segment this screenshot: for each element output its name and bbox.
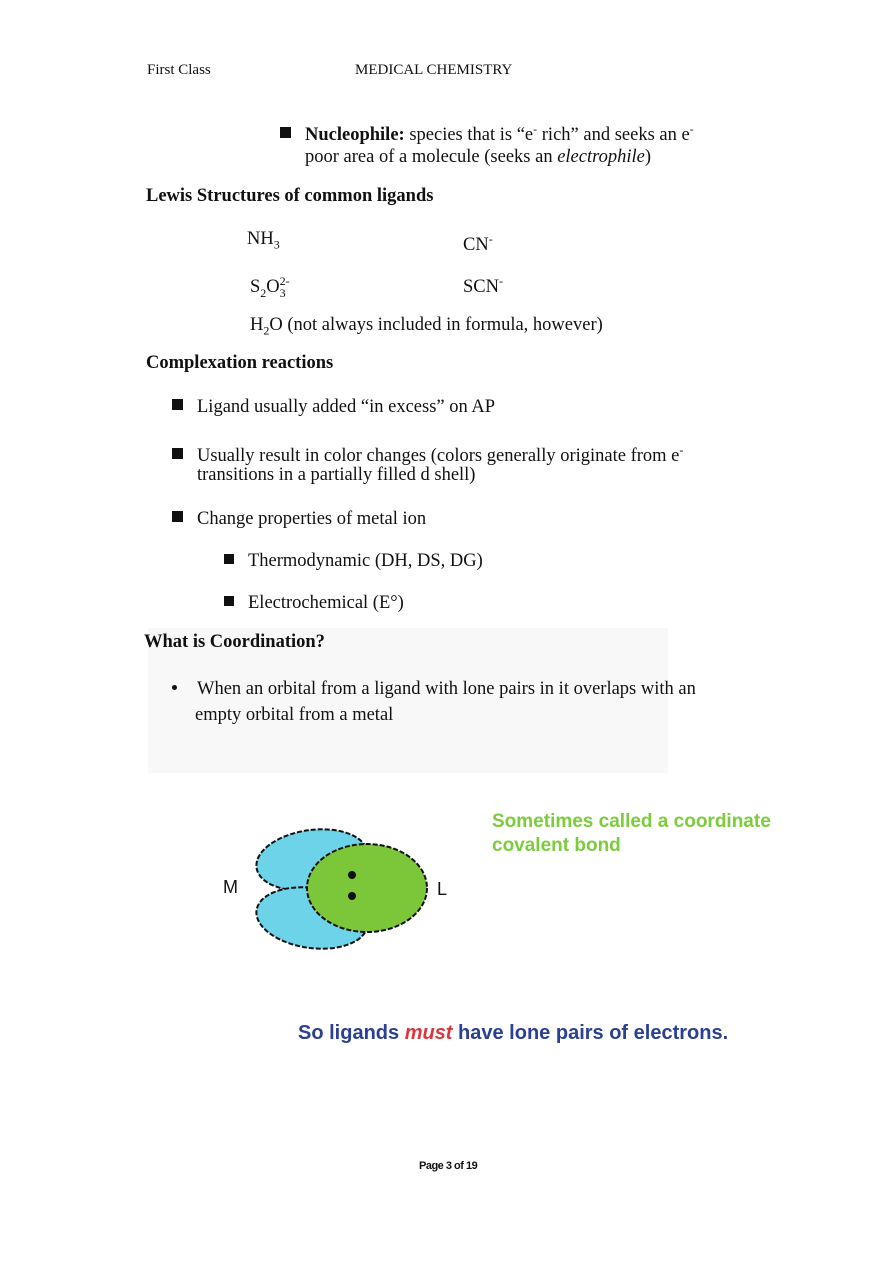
ligand-nh3: $NH_3$ <box>247 229 280 252</box>
page-number: Page 3 of 19 <box>419 1160 478 1172</box>
header-left: First Class <box>147 62 211 78</box>
conclusion-emphasis: must <box>404 1022 453 1044</box>
lewis-heading: Lewis Structures of common ligands <box>146 186 434 206</box>
square-bullet-icon <box>224 554 234 564</box>
complexation-subbullet-2: Electrochemical (E°) <box>224 590 404 617</box>
nucleophile-term: Nucleophile: <box>305 125 405 146</box>
complexation-bullet-2: Usually result in color changes (colors generally originate from e- <box>172 437 683 470</box>
diagram-caption-line2: covalent bond <box>492 835 621 856</box>
ligand-label: L <box>437 879 448 899</box>
complexation-heading: Complexation reactions <box>146 353 334 373</box>
ligand-orbital <box>307 844 427 932</box>
orbital-overlap-diagram <box>250 820 440 955</box>
coordination-bullet: When an orbital from a ligand with lone pairs in it overlaps with an <box>172 676 696 703</box>
square-bullet-icon <box>172 511 183 522</box>
conclusion-part-b: have lone pairs of electrons. <box>452 1022 729 1044</box>
complexation-bullet-1: Ligand usually added “in excess” on AP <box>172 394 495 421</box>
square-bullet-icon <box>172 399 183 410</box>
ligand-scn: SCN- <box>463 274 503 298</box>
nucleophile-line2: poor area of a molecule (seeks an electrophile) <box>305 147 652 167</box>
metal-label: M <box>223 877 238 897</box>
square-bullet-icon <box>172 448 183 459</box>
square-bullet-icon <box>224 596 234 606</box>
round-bullet-icon <box>172 685 177 690</box>
conclusion-part-a: So ligands <box>298 1022 405 1044</box>
coordination-bullet-cont: empty orbital from a metal <box>195 705 394 725</box>
lone-pair-electron-icon <box>348 892 356 900</box>
ligand-cn: CN- <box>463 232 493 256</box>
square-bullet-icon <box>280 127 291 138</box>
ligand-h2o: $H_2O$ (not always included in formula, however) <box>250 315 603 338</box>
lone-pair-electron-icon <box>348 871 356 879</box>
diagram-caption-line1: Sometimes called a coordinate <box>492 811 771 832</box>
ligand-s2o3: $S_2O_3^{2-}$ <box>250 274 290 300</box>
nucleophile-line1: Nucleophile: species that is “e- rich” and seeks an e- <box>280 116 694 149</box>
complexation-subbullet-1: Thermodynamic (DH, DS, DG) <box>224 548 483 575</box>
header-title: MEDICAL CHEMISTRY <box>355 62 513 78</box>
complexation-bullet-3: Change properties of metal ion <box>172 506 426 533</box>
coordination-heading: What is Coordination? <box>144 632 325 652</box>
conclusion-text <box>298 1022 728 1045</box>
complexation-bullet-2-cont: transitions in a partially filled d shell) <box>197 465 476 485</box>
